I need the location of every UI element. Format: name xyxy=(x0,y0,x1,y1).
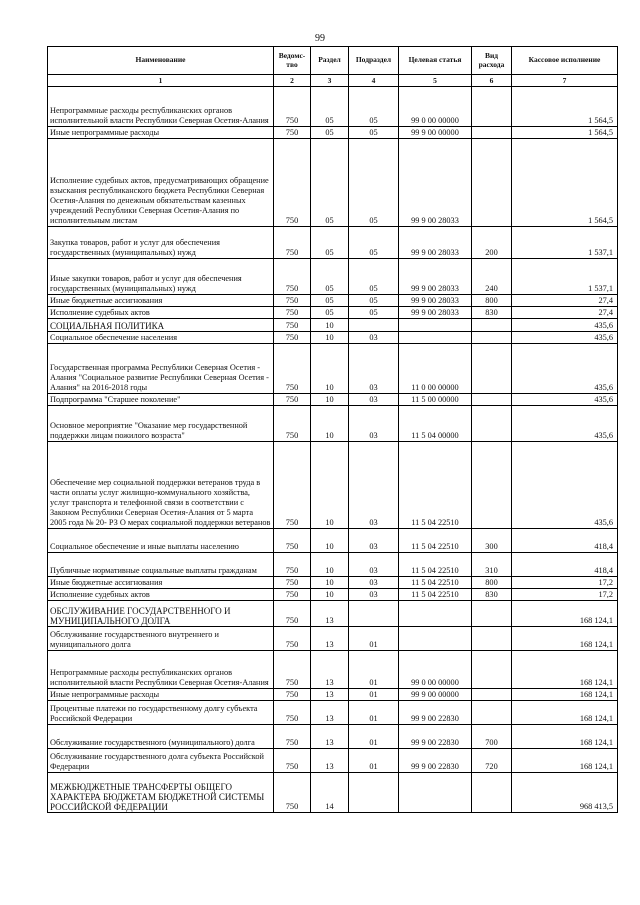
row-name: Исполнение судебных актов xyxy=(48,589,274,601)
table-row xyxy=(48,139,618,227)
row-name: Иные бюджетные ассигнования xyxy=(48,295,274,307)
table-row xyxy=(48,601,618,627)
row-subsection: 03 xyxy=(349,394,399,406)
row-expense-type xyxy=(472,87,512,127)
row-department: 750 xyxy=(274,295,311,307)
row-name: Подпрограмма "Старшее поколение" xyxy=(48,394,274,406)
row-expense-type: 830 xyxy=(472,307,512,319)
row-department: 750 xyxy=(274,529,311,553)
row-section: 13 xyxy=(311,601,349,627)
row-section: 05 xyxy=(311,139,349,227)
row-subsection xyxy=(349,319,399,332)
row-department: 750 xyxy=(274,127,311,139)
row-department: 750 xyxy=(274,651,311,689)
row-section: 05 xyxy=(311,295,349,307)
row-section: 05 xyxy=(311,227,349,259)
row-expense-type xyxy=(472,651,512,689)
row-expense-type xyxy=(472,701,512,725)
row-subsection: 03 xyxy=(349,577,399,589)
row-amount: 1 564,5 xyxy=(512,139,618,227)
row-department: 750 xyxy=(274,553,311,577)
row-section: 10 xyxy=(311,332,349,344)
row-target-article: 99 9 00 00000 xyxy=(399,689,472,701)
row-name: Иные закупки товаров, работ и услуг для обеспечения государственных (муниципальных) нужд xyxy=(48,259,274,295)
row-subsection: 05 xyxy=(349,139,399,227)
row-expense-type: 700 xyxy=(472,725,512,749)
row-department: 750 xyxy=(274,773,311,813)
table-row xyxy=(48,227,618,259)
row-amount: 17,2 xyxy=(512,589,618,601)
row-section: 10 xyxy=(311,577,349,589)
row-section: 10 xyxy=(311,442,349,529)
row-amount: 168 124,1 xyxy=(512,601,618,627)
table-row xyxy=(48,627,618,651)
table-row xyxy=(48,553,618,577)
row-name: Обслуживание государственного (муниципального) долга xyxy=(48,725,274,749)
row-section: 13 xyxy=(311,725,349,749)
row-section: 05 xyxy=(311,307,349,319)
row-name: СОЦИАЛЬНАЯ ПОЛИТИКА xyxy=(48,319,274,332)
column-header-name: Наименование xyxy=(48,47,274,75)
row-department: 750 xyxy=(274,259,311,295)
row-target-article: 99 9 00 22830 xyxy=(399,701,472,725)
row-expense-type xyxy=(472,344,512,394)
row-target-article: 11 5 04 22510 xyxy=(399,529,472,553)
row-subsection: 01 xyxy=(349,651,399,689)
table-row xyxy=(48,749,618,773)
row-section: 05 xyxy=(311,87,349,127)
row-name: Непрограммные расходы республиканских органов исполнительной власти Республики Северная Осетия-Алания xyxy=(48,651,274,689)
row-name: Иные непрограммные расходы xyxy=(48,127,274,139)
row-subsection: 05 xyxy=(349,307,399,319)
row-department: 750 xyxy=(274,577,311,589)
row-target-article: 99 0 00 00000 xyxy=(399,651,472,689)
page-number: 99 xyxy=(315,33,325,44)
column-number: 2 xyxy=(274,75,311,87)
column-number: 3 xyxy=(311,75,349,87)
row-expense-type: 310 xyxy=(472,553,512,577)
row-target-article: 99 9 00 00000 xyxy=(399,127,472,139)
row-department: 750 xyxy=(274,87,311,127)
row-expense-type xyxy=(472,139,512,227)
row-target-article: 99 9 00 28033 xyxy=(399,295,472,307)
row-target-article: 99 9 00 22830 xyxy=(399,749,472,773)
table-row xyxy=(48,589,618,601)
row-subsection: 01 xyxy=(349,689,399,701)
row-name: Обслуживание государственного долга субъекта Российской Федерации xyxy=(48,749,274,773)
row-expense-type xyxy=(472,332,512,344)
row-target-article: 11 5 04 22510 xyxy=(399,577,472,589)
row-section: 13 xyxy=(311,701,349,725)
row-subsection: 03 xyxy=(349,332,399,344)
column-number-row xyxy=(48,75,618,87)
row-name: Государственная программа Республики Северная Осетия - Алания "Социальное развитие Республики Северная Осетия - Алания" на 2016-2018 годы xyxy=(48,344,274,394)
row-subsection: 05 xyxy=(349,87,399,127)
row-name: Исполнение судебных актов xyxy=(48,307,274,319)
row-name: Обслуживание государственного внутреннего и муниципального долга xyxy=(48,627,274,651)
table-row xyxy=(48,406,618,442)
column-header-expense-type: Вид расхода xyxy=(472,47,512,75)
row-department: 750 xyxy=(274,442,311,529)
row-section: 10 xyxy=(311,589,349,601)
row-amount: 168 124,1 xyxy=(512,701,618,725)
row-expense-type xyxy=(472,601,512,627)
row-name: Иные бюджетные ассигнования xyxy=(48,577,274,589)
row-expense-type xyxy=(472,394,512,406)
row-subsection: 05 xyxy=(349,259,399,295)
row-expense-type: 800 xyxy=(472,577,512,589)
row-subsection: 01 xyxy=(349,627,399,651)
row-expense-type xyxy=(472,442,512,529)
row-expense-type xyxy=(472,319,512,332)
row-expense-type: 720 xyxy=(472,749,512,773)
row-target-article: 99 9 00 22830 xyxy=(399,725,472,749)
row-amount: 435,6 xyxy=(512,394,618,406)
row-subsection: 05 xyxy=(349,295,399,307)
row-target-article: 99 9 00 28033 xyxy=(399,307,472,319)
row-amount: 168 124,1 xyxy=(512,627,618,651)
budget-execution-table xyxy=(47,46,618,813)
row-target-article: 11 5 04 22510 xyxy=(399,442,472,529)
row-section: 10 xyxy=(311,319,349,332)
column-number: 7 xyxy=(512,75,618,87)
row-amount: 1 564,5 xyxy=(512,127,618,139)
row-name: Процентные платежи по государственному долгу субъекта Российской Федерации xyxy=(48,701,274,725)
row-amount: 418,4 xyxy=(512,529,618,553)
row-expense-type xyxy=(472,773,512,813)
row-name: ОБСЛУЖИВАНИЕ ГОСУДАРСТВЕННОГО И МУНИЦИПАЛЬНОГО ДОЛГА xyxy=(48,601,274,627)
row-amount: 418,4 xyxy=(512,553,618,577)
row-name: МЕЖБЮДЖЕТНЫЕ ТРАНСФЕРТЫ ОБЩЕГО ХАРАКТЕРА БЮДЖЕТАМ БЮДЖЕТНОЙ СИСТЕМЫ РОССИЙСКОЙ ФЕДЕРАЦИИ xyxy=(48,773,274,813)
column-header-section: Раздел xyxy=(311,47,349,75)
column-header-target-article: Целевая статья xyxy=(399,47,472,75)
row-target-article: 11 5 04 22510 xyxy=(399,553,472,577)
row-section: 13 xyxy=(311,651,349,689)
row-section: 05 xyxy=(311,127,349,139)
row-amount: 1 564,5 xyxy=(512,87,618,127)
table-row xyxy=(48,689,618,701)
row-name: Обеспечение мер социальной поддержки ветеранов труда в части оплаты услуг жилищно-коммунального хозяйства, услуг транспорта и телефонной связи в соответствии с Законом Республики Северная Осетия-Алания от 5 марта 2005 года № 20- РЗ О мерах социальной поддержки ветеранов xyxy=(48,442,274,529)
row-target-article: 11 5 04 22510 xyxy=(399,589,472,601)
row-target-article xyxy=(399,627,472,651)
column-number: 4 xyxy=(349,75,399,87)
row-department: 750 xyxy=(274,749,311,773)
row-subsection: 01 xyxy=(349,701,399,725)
row-subsection: 01 xyxy=(349,725,399,749)
table-row xyxy=(48,773,618,813)
row-department: 750 xyxy=(274,332,311,344)
row-amount: 168 124,1 xyxy=(512,689,618,701)
row-amount: 435,6 xyxy=(512,332,618,344)
row-name: Основное мероприятие "Оказание мер государственной поддержки лицам пожилого возраста" xyxy=(48,406,274,442)
table-row xyxy=(48,651,618,689)
row-amount: 17,2 xyxy=(512,577,618,589)
table-row xyxy=(48,332,618,344)
row-name: Закупка товаров, работ и услуг для обеспечения государственных (муниципальных) нужд xyxy=(48,227,274,259)
row-department: 750 xyxy=(274,344,311,394)
table-row xyxy=(48,259,618,295)
table-row xyxy=(48,127,618,139)
row-amount: 968 413,5 xyxy=(512,773,618,813)
column-header-department: Ведомс-тво xyxy=(274,47,311,75)
row-expense-type: 200 xyxy=(472,227,512,259)
table-row xyxy=(48,307,618,319)
column-number: 5 xyxy=(399,75,472,87)
row-target-article: 11 5 00 00000 xyxy=(399,394,472,406)
row-department: 750 xyxy=(274,307,311,319)
row-amount: 168 124,1 xyxy=(512,725,618,749)
table-row xyxy=(48,319,618,332)
row-amount: 435,6 xyxy=(512,442,618,529)
row-section: 13 xyxy=(311,749,349,773)
table-row xyxy=(48,295,618,307)
row-department: 750 xyxy=(274,406,311,442)
row-expense-type: 240 xyxy=(472,259,512,295)
column-header-subsection: Подраздел xyxy=(349,47,399,75)
row-amount: 1 537,1 xyxy=(512,259,618,295)
row-target-article: 11 5 04 00000 xyxy=(399,406,472,442)
row-expense-type: 830 xyxy=(472,589,512,601)
table-row xyxy=(48,701,618,725)
row-subsection: 05 xyxy=(349,227,399,259)
row-subsection: 03 xyxy=(349,442,399,529)
row-name: Социальное обеспечение населения xyxy=(48,332,274,344)
row-name: Публичные нормативные социальные выплаты гражданам xyxy=(48,553,274,577)
row-section: 10 xyxy=(311,553,349,577)
row-name: Иные непрограммные расходы xyxy=(48,689,274,701)
row-target-article xyxy=(399,332,472,344)
column-number: 1 xyxy=(48,75,274,87)
row-target-article: 99 9 00 28033 xyxy=(399,259,472,295)
row-department: 750 xyxy=(274,227,311,259)
row-department: 750 xyxy=(274,689,311,701)
row-expense-type xyxy=(472,127,512,139)
row-subsection: 01 xyxy=(349,749,399,773)
row-department: 750 xyxy=(274,701,311,725)
row-name: Социальное обеспечение и иные выплаты населению xyxy=(48,529,274,553)
row-expense-type xyxy=(472,406,512,442)
row-section: 05 xyxy=(311,259,349,295)
row-name: Непрограммные расходы республиканских органов исполнительной власти Республики Северная Осетия-Алания xyxy=(48,87,274,127)
row-amount: 27,4 xyxy=(512,295,618,307)
row-subsection: 03 xyxy=(349,529,399,553)
row-target-article: 99 0 00 00000 xyxy=(399,87,472,127)
table-row xyxy=(48,529,618,553)
row-amount: 435,6 xyxy=(512,344,618,394)
header-row xyxy=(48,47,618,75)
table-body xyxy=(48,87,618,813)
row-subsection: 03 xyxy=(349,406,399,442)
row-amount: 1 537,1 xyxy=(512,227,618,259)
row-target-article: 11 0 00 00000 xyxy=(399,344,472,394)
row-subsection: 03 xyxy=(349,344,399,394)
row-subsection: 05 xyxy=(349,127,399,139)
row-subsection: 03 xyxy=(349,589,399,601)
row-amount: 168 124,1 xyxy=(512,651,618,689)
row-department: 750 xyxy=(274,139,311,227)
row-target-article xyxy=(399,601,472,627)
row-department: 750 xyxy=(274,319,311,332)
row-department: 750 xyxy=(274,601,311,627)
row-department: 750 xyxy=(274,589,311,601)
row-amount: 435,6 xyxy=(512,406,618,442)
row-target-article: 99 9 00 28033 xyxy=(399,227,472,259)
row-amount: 435,6 xyxy=(512,319,618,332)
row-subsection xyxy=(349,773,399,813)
row-section: 10 xyxy=(311,529,349,553)
row-expense-type xyxy=(472,627,512,651)
row-department: 750 xyxy=(274,627,311,651)
row-section: 13 xyxy=(311,627,349,651)
column-header-cash-execution: Кассовое исполнение xyxy=(512,47,618,75)
table-row xyxy=(48,344,618,394)
row-section: 13 xyxy=(311,689,349,701)
table-row xyxy=(48,87,618,127)
row-section: 10 xyxy=(311,394,349,406)
row-section: 10 xyxy=(311,344,349,394)
table-row xyxy=(48,394,618,406)
column-number: 6 xyxy=(472,75,512,87)
row-target-article xyxy=(399,773,472,813)
row-section: 10 xyxy=(311,406,349,442)
row-subsection xyxy=(349,601,399,627)
row-amount: 168 124,1 xyxy=(512,749,618,773)
row-section: 14 xyxy=(311,773,349,813)
row-name: Исполнение судебных актов, предусматривающих обращение взыскания республиканского бюджета Республики Северная Осетия-Алания по денежным обязательствам казенных учреждений Республики Северная Осетия-Алания по исполнительным листам xyxy=(48,139,274,227)
table-row xyxy=(48,577,618,589)
row-department: 750 xyxy=(274,394,311,406)
row-expense-type xyxy=(472,689,512,701)
row-target-article xyxy=(399,319,472,332)
row-subsection: 03 xyxy=(349,553,399,577)
row-expense-type: 800 xyxy=(472,295,512,307)
table-row xyxy=(48,442,618,529)
row-expense-type: 300 xyxy=(472,529,512,553)
row-department: 750 xyxy=(274,725,311,749)
row-amount: 27,4 xyxy=(512,307,618,319)
row-target-article: 99 9 00 28033 xyxy=(399,139,472,227)
table-row xyxy=(48,725,618,749)
